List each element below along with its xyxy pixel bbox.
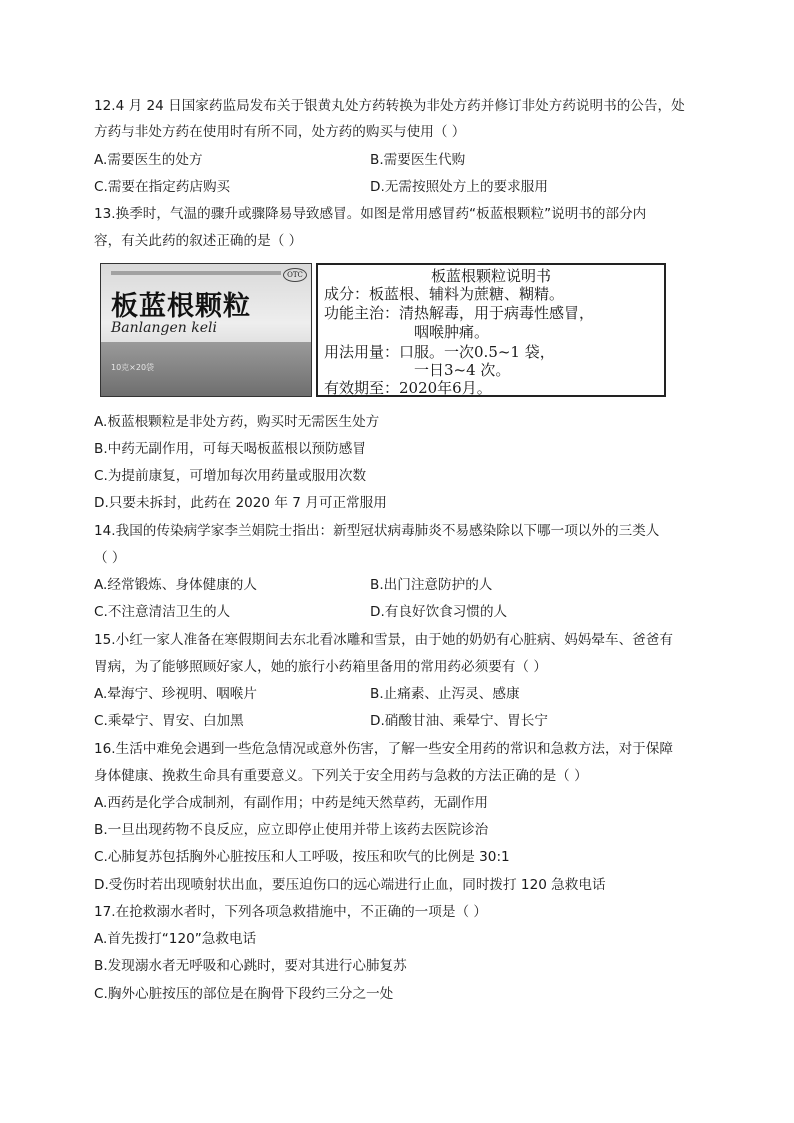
q13-option-b: B.中药无副作用，可每天喝板蓝根以预防感冒	[94, 441, 366, 457]
q15-option-a: A.晕海宁、珍视明、咽喉片	[94, 686, 257, 702]
q16-stem-line1: 16.生活中难免会遇到一些危急情况或意外伤害，了解一些安全用药的常识和急救方法，对于保障	[94, 741, 673, 757]
box-pinyin-name: Banlangen keli	[111, 320, 217, 336]
q14-stem-line1: 14.我国的传染病学家李兰娟院士指出：新型冠状病毒肺炎不易感染除以下哪一项以外的三类人	[94, 523, 660, 539]
q13-option-d: D.只要未拆封，此药在 2020 年 7 月可正常服用	[94, 495, 387, 511]
q14-option-b: B.出门注意防护的人	[370, 577, 493, 593]
q16-option-c: C.心肺复苏包括胸外心脏按压和人工呼吸，按压和吹气的比例是 30:1	[94, 849, 510, 865]
label-function-line1: 功能主治：清热解毒，用于病毒性感冒，	[324, 304, 595, 322]
q15-option-c: C.乘晕宁、胃安、白加黑	[94, 713, 244, 729]
q16-option-b: B.一旦出现药物不良反应，应立即停止使用并带上该药去医院诊治	[94, 822, 489, 838]
label-ingredients: 成分：板蓝根、辅料为蔗糖、糊精。	[324, 285, 565, 303]
q15-option-b: B.止痛素、止泻灵、感康	[370, 686, 520, 702]
q12-option-a: A.需要医生的处方	[94, 152, 203, 168]
q14-stem-line2: （ ）	[94, 550, 126, 566]
q17-option-a: A.首先拨打“120”急救电话	[94, 931, 257, 947]
q17-stem-line1: 17.在抢救溺水者时，下列各项急救措施中，不正确的一项是（ ）	[94, 904, 487, 920]
box-header-stripe	[111, 271, 281, 275]
label-usage-line1: 用法用量：口服。一次0.5~1 袋，	[324, 343, 555, 361]
medicine-box-image	[100, 263, 312, 397]
q14-option-d: D.有良好饮食习惯的人	[370, 604, 508, 620]
q13-option-c: C.为提前康复，可增加每次用药量或服用次数	[94, 468, 367, 484]
label-title: 板蓝根颗粒说明书	[430, 267, 551, 285]
q12-stem-line2: 方药与非处方药在使用时有所不同，处方药的购买与使用（ ）	[94, 124, 466, 140]
q13-stem-line1: 13.换季时，气温的骤升或骤降易导致感冒。如图是常用感冒药“板蓝根颗粒”说明书的部分内	[94, 206, 647, 222]
q13-stem-line2: 容，有关此药的叙述正确的是（ ）	[94, 233, 303, 249]
q12-option-c: C.需要在指定药店购买	[94, 179, 231, 195]
q15-option-d: D.硝酸甘油、乘晕宁、胃长宁	[370, 713, 548, 729]
otc-logo: OTC	[283, 268, 307, 282]
box-product-name: 板蓝根颗粒	[111, 291, 251, 322]
q14-option-c: C.不注意清洁卫生的人	[94, 604, 231, 620]
q17-option-b: B.发现溺水者无呼吸和心跳时，要对其进行心肺复苏	[94, 958, 407, 974]
q16-stem-line2: 身体健康、挽救生命具有重要意义。下列关于安全用药与急救的方法正确的是（ ）	[94, 768, 588, 784]
label-expiry: 有效期至：2020年6月。	[324, 379, 492, 397]
instruction-label	[316, 263, 666, 397]
label-usage-line2: 一日3~4 次。	[414, 361, 511, 379]
q17-option-c: C.胸外心脏按压的部位是在胸骨下段约三分之一处	[94, 986, 394, 1002]
box-spec-text: 10克×20袋	[111, 363, 155, 372]
q12-option-d: D.无需按照处方上的要求服用	[370, 179, 548, 195]
q15-stem-line2: 胃病，为了能够照顾好家人，她的旅行小药箱里备用的常用药必须要有（ ）	[94, 659, 547, 675]
q16-option-d: D.受伤时若出现喷射状出血，要压迫伤口的远心端进行止血，同时拨打 120 急救电话	[94, 877, 606, 893]
q15-stem-line1: 15.小红一家人准备在寒假期间去东北看冰雕和雪景，由于她的奶奶有心脏病、妈妈晕车、爸爸有	[94, 632, 673, 648]
q12-stem-line1: 12.4 月 24 日国家药监局发布关于银黄丸处方药转换为非处方药并修订非处方药说明书的公告，处	[94, 98, 685, 114]
medicine-figure	[100, 263, 666, 397]
q13-option-a: A.板蓝根颗粒是非处方药，购买时无需医生处方	[94, 414, 380, 430]
q12-option-b: B.需要医生代购	[370, 152, 466, 168]
label-function-line2: 咽喉肿痛。	[414, 323, 490, 341]
q14-option-a: A.经常锻炼、身体健康的人	[94, 577, 257, 593]
q16-option-a: A.西药是化学合成制剂，有副作用；中药是纯天然草药，无副作用	[94, 795, 489, 811]
